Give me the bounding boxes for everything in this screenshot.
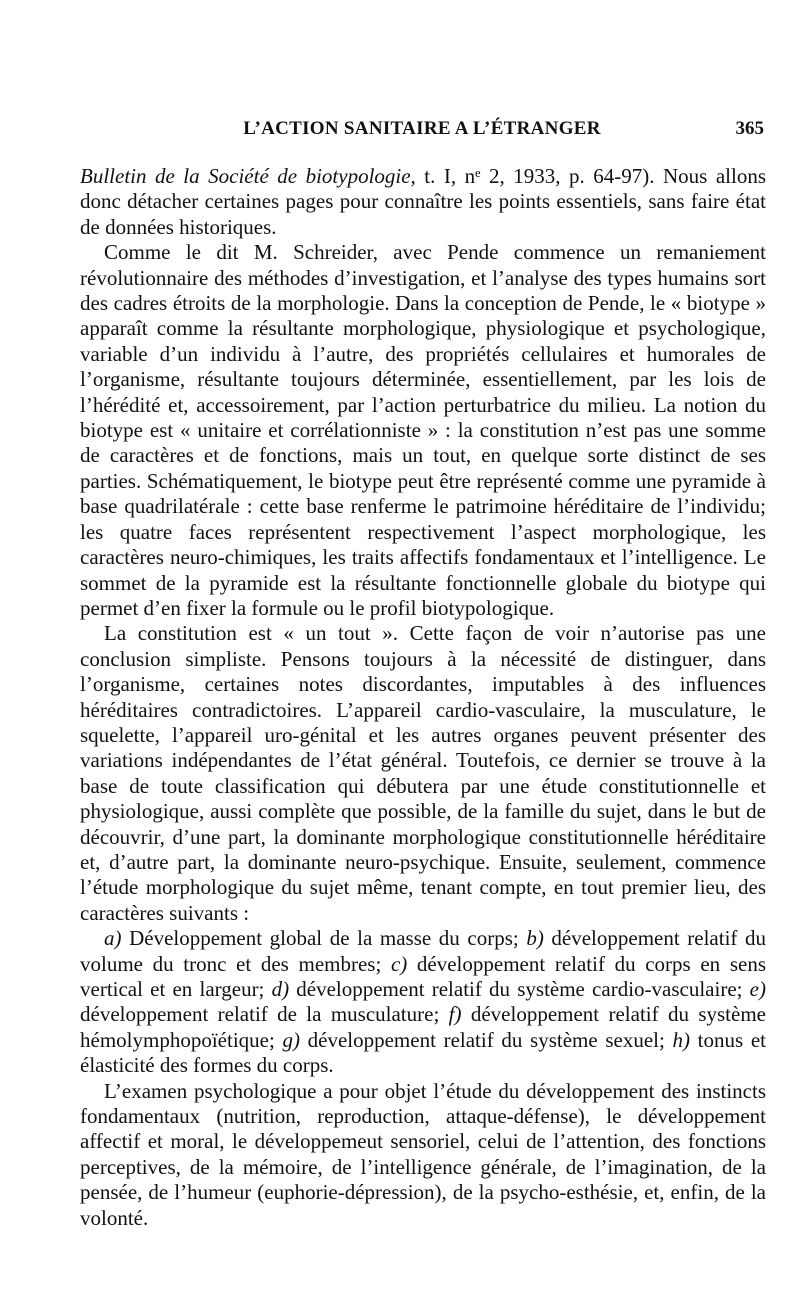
list-marker: b) [526,926,544,951]
journal-title: Bulletin de la Société de biotypologie, [80,164,416,188]
list-item-text: développement relatif du système hémolymphopoïétique; [80,1002,766,1052]
list-item-text: développement relatif du volume du tronc et des membres; [80,926,767,976]
list-marker: g) [282,1027,300,1052]
list-marker: d) [271,977,290,1001]
paragraph-text: t. I, nᵉ 2, 1933, p. 64-97). Nous allons donc détacher certaines pages pour connaître les points essentiels, sans faire état de données historiques. [80,164,766,239]
paragraph-psychological-exam [80,1079,766,1231]
paragraph-biotype-concept [80,240,766,621]
list-item-text: développement relatif de la musculature; [80,1002,449,1027]
paragraph-text: Comme le dit M. Schreider, avec Pende commence un remaniement révolutionnaire des méthodes d’investigation, et l’analyse des types humains sort des cadres étroits de la morphologie. Dans la conception de Pende, le « biotype » apparaît comme la résultante morphologique, physiologique et psychologique, variable d’un individu à l’autre, des propriétés cellulaires et humorales de l’organisme, résultante toujours déterminée, essentiellement, par les lois de l’hérédité et, accessoirement, par l’action perturbatrice du milieu. La notion du biotype est « unitaire et corrélationniste » : la constitution n’est pas une somme de caractères et de fonctions, mais un tout, en quelque sorte distinct de ses parties. Schématiquement, le biotype peut être représenté comme une pyramide à base quadrilatérale : cette base renferme le patrimoine héréditaire de l’individu; les quatre faces représentent respectivement l’aspect morphologique, les caractères neuro-chimiques, les traits affectifs fondamentaux et l’intelligence. Le sommet de la pyramide est la résultante fonctionnelle globale du biotype qui permet d’en fixer la formule ou le profil biotypologique. [80,240,766,620]
list-item-text: développement relatif du système cardio-vasculaire; [289,977,750,1001]
page-number: 365 [735,118,764,139]
paragraph-constitution [80,621,766,926]
list-marker: f) [448,1002,462,1027]
paragraph-text: La constitution est « un tout ». Cette façon de voir n’autorise pas une conclusion simpliste. Pensons toujours à la nécessité de distinguer, dans l’organisme, certaines notes discordantes, imputables à des influences héréditaires contradictoires. L’appareil cardio-vasculaire, la musculature, le squelette, l’appareil uro-génital et les autres organes peuvent présenter des variations indépendantes de l’état général. Toutefois, ce dernier se trouve à la base de toute classification qui débutera par une étude constitutionnelle et physiologique, aussi complète que possible, de la famille du sujet, dans le but de découvrir, d’une part, la dominante morphologique constitutionnelle héréditaire et, d’autre part, la dominante neuro-psychique. Ensuite, seulement, commence l’étude morphologique du sujet même, tenant compte, en tout premier lieu, des caractères suivants : [80,621,766,925]
list-item-text: développement relatif du système sexuel; [299,1027,673,1052]
list-marker: h) [672,1027,690,1052]
paragraph-text: L’examen psychologique a pour objet l’étude du développement des instincts fondamentaux (nutrition, reproduction, attaque-défense), le développement affectif et moral, le développemeut sensoriel, celui de l’attention, des fonctions perceptives, de la mémoire, de l’intelligence générale, de l’imagination, de la pensée, de l’humeur (euphorie-dépression), de la psycho-esthésie, et, enfin, de la volonté. [80,1078,766,1230]
list-marker: e) [749,977,766,1001]
running-header [80,118,764,146]
list-marker: c) [390,951,408,976]
list-item-text: tonus et élasticité des formes du corps. [80,1027,766,1078]
list-marker: a) [104,926,122,951]
list-item-text: Développement global de la masse du corps; [121,926,527,951]
paragraph-enumeration [80,926,766,1078]
running-title: L’ACTION SANITAIRE A L’ÉTRANGER [243,118,601,139]
body-text [80,164,766,1231]
paragraph-citation-continuation [80,164,766,240]
list-item-text: développement relatif du corps en sens vertical et en largeur; [80,951,766,1001]
